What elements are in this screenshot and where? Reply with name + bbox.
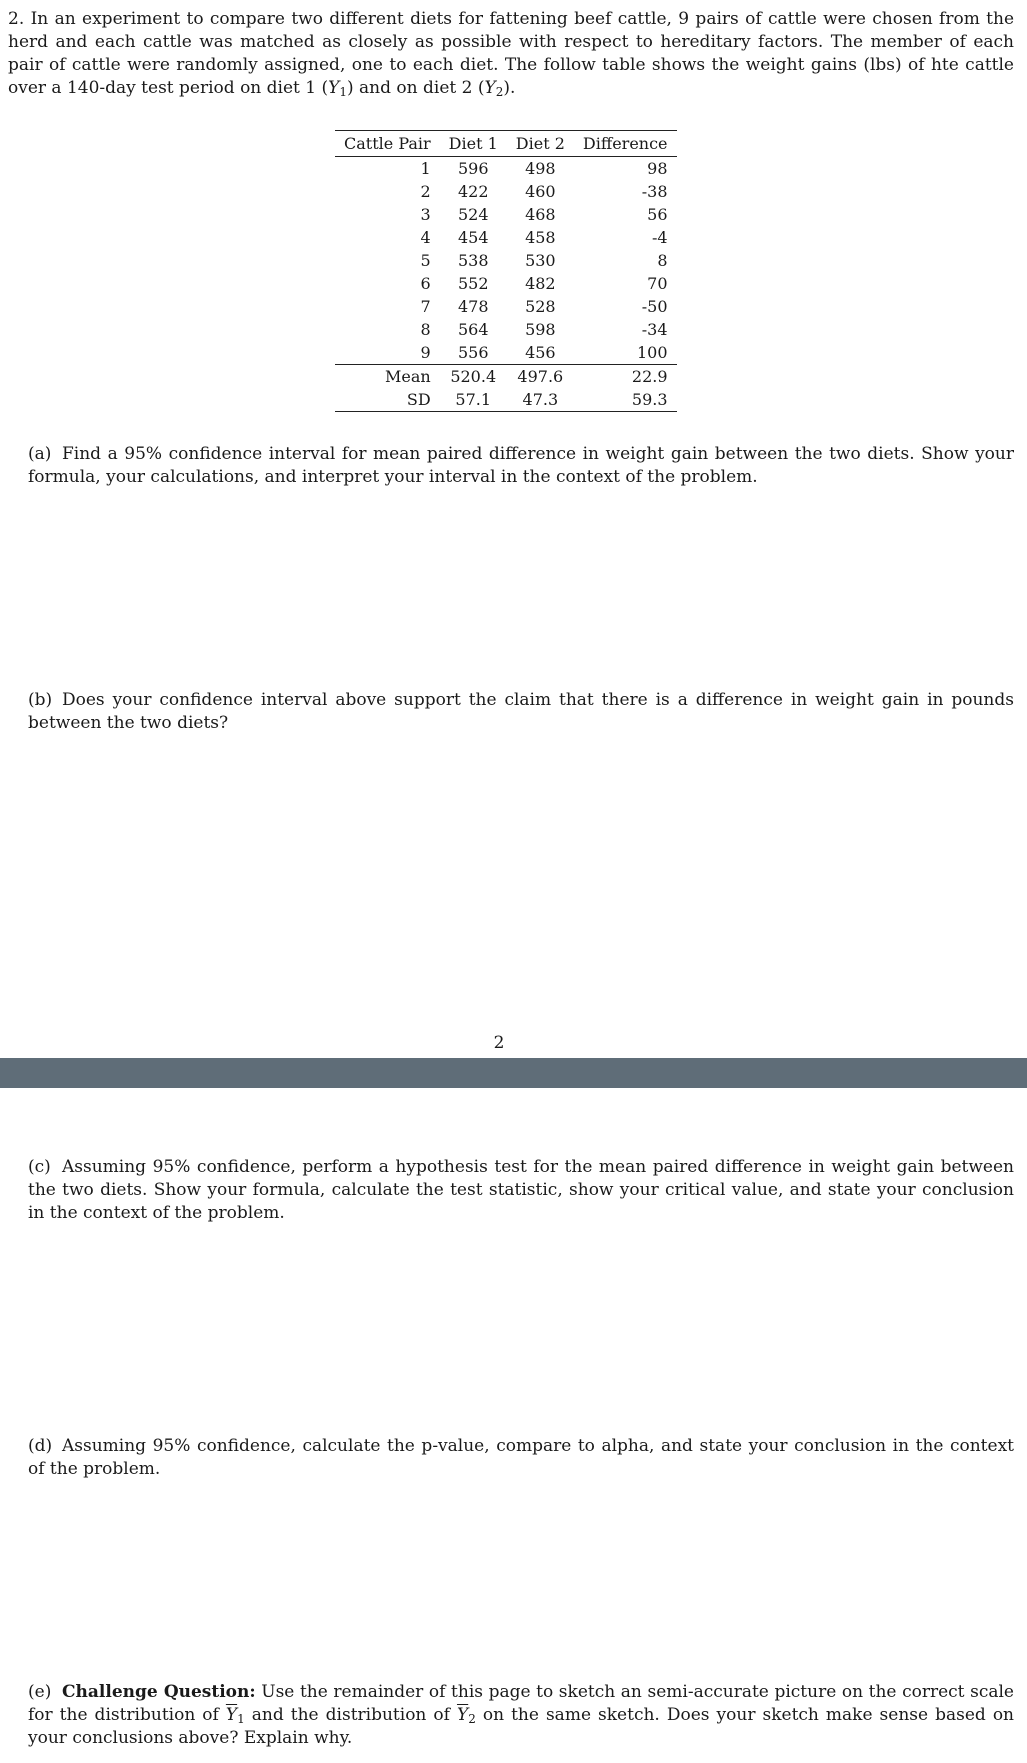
cell-diet-2: 530 — [525, 251, 556, 270]
table-row — [335, 249, 677, 272]
cell-diet-1: 538 — [457, 251, 489, 270]
var-y2: Y — [484, 78, 496, 98]
header-diet-2: Diet 2 — [507, 131, 574, 157]
cell-difference: 100 — [636, 343, 668, 362]
cell-difference: -34 — [641, 320, 668, 339]
table-row — [335, 295, 677, 318]
cell-diet-2: 468 — [525, 205, 556, 224]
weight-gain-table — [335, 130, 677, 412]
cell-difference: 8 — [657, 251, 668, 270]
question-a — [28, 443, 1014, 489]
header-difference: Difference — [574, 131, 677, 157]
cell-difference: -50 — [641, 297, 668, 316]
var-ybar2: $\overline{Y}$ — [456, 1705, 469, 1725]
cell-diet-1: 524 — [457, 205, 489, 224]
page-divider — [0, 1058, 1027, 1088]
cell-diet-2: 482 — [525, 274, 556, 293]
question-a-text: Find a 95% confidence interval for mean paired difference in weight gain between the two diets. Show your formula, your calculations, and interpret your interval in the context of the problem. — [28, 444, 1014, 487]
cell-diet-1: 520.4 — [440, 365, 507, 389]
cell-pair: 5 — [420, 251, 431, 270]
table-row — [335, 318, 677, 341]
question-e — [28, 1681, 1014, 1750]
header-cattle-pair: Cattle Pair — [335, 131, 440, 157]
cell-difference: 59.3 — [574, 388, 677, 412]
cell-pair: 8 — [420, 320, 431, 339]
table-row — [335, 272, 677, 295]
table-summary-row-mean — [335, 365, 677, 389]
question-e-bold-lead: Challenge Question: — [62, 1682, 256, 1702]
cell-pair: 1 — [420, 159, 431, 178]
question-d-text: Assuming 95% confidence, calculate the p-value, compare to alpha, and state your conclusion in the context of the problem. — [28, 1436, 1014, 1479]
question-c — [28, 1156, 1014, 1225]
var-ybar1: $\overline{Y}$ — [225, 1705, 238, 1725]
table-header-row — [335, 131, 677, 157]
question-b-text: Does your confidence interval above support the claim that there is a difference in weight gain in pounds between the two diets? — [28, 690, 1014, 733]
cell-diet-1: 596 — [457, 159, 489, 178]
cell-diet-1: 57.1 — [440, 388, 507, 412]
cell-diet-1: 422 — [457, 182, 489, 201]
cell-pair: 4 — [420, 228, 431, 247]
cell-difference: -4 — [651, 228, 668, 247]
var-ybar2-sub: 2 — [468, 1712, 476, 1726]
header-diet-1: Diet 1 — [440, 131, 507, 157]
question-b-label: (b) — [28, 690, 53, 710]
question-e-text-1: Use the remainder of this page to sketch an semi-accurate picture on the correct scale for the distribution of — [28, 1682, 1014, 1725]
var-y2-sub: 2 — [495, 85, 504, 99]
cell-diet-2: 460 — [525, 182, 556, 201]
table-summary-row-sd — [335, 388, 677, 412]
cell-diet-1: 564 — [457, 320, 489, 339]
question-e-text-2: and the distribution of — [244, 1705, 457, 1725]
cell-summary-label: SD — [335, 388, 440, 412]
cell-difference: -38 — [641, 182, 668, 201]
cell-pair: 9 — [420, 343, 431, 362]
question-b — [28, 689, 1014, 735]
cell-pair: 3 — [420, 205, 431, 224]
question-e-text-3: on the same sketch. Does your sketch make sense based on your conclusions above? Explain why. — [28, 1705, 1014, 1748]
cell-diet-2: 598 — [525, 320, 556, 339]
table-row — [335, 180, 677, 203]
problem-number: 2. — [8, 9, 25, 29]
question-e-label: (e) — [28, 1682, 52, 1702]
problem-intro — [8, 8, 1014, 100]
question-a-label: (a) — [28, 444, 52, 464]
question-d-label: (d) — [28, 1436, 53, 1456]
cell-difference: 98 — [647, 159, 668, 178]
cell-diet-2: 458 — [525, 228, 556, 247]
table-row — [335, 203, 677, 226]
cell-diet-1: 478 — [457, 297, 489, 316]
intro-text-2: ) and on diet 2 ( — [347, 78, 485, 98]
cell-pair: 2 — [420, 182, 431, 201]
page-number: 2 — [493, 1033, 505, 1053]
cell-difference: 56 — [647, 205, 668, 224]
table-row — [335, 226, 677, 249]
question-c-label: (c) — [28, 1157, 51, 1177]
var-y1-sub: 1 — [339, 85, 347, 99]
table-row — [335, 157, 677, 181]
var-y1: Y — [328, 78, 340, 98]
cell-pair: 7 — [420, 297, 431, 316]
cell-diet-2: 47.3 — [507, 388, 574, 412]
cell-diet-2: 456 — [525, 343, 556, 362]
cell-diet-1: 556 — [457, 343, 489, 362]
cell-pair: 6 — [420, 274, 431, 293]
var-ybar1-sub: 1 — [237, 1712, 245, 1726]
intro-text-1: In an experiment to compare two different diets for fattening beef cattle, 9 pairs of cattle were chosen from the herd and each cattle was matched as closely as possible with respect to hereditary factors. The member of each pair of cattle were randomly assigned, one to each diet. The follow table shows the weight gains (lbs) of hte cattle over a 140-day test period on diet 1 ( — [8, 9, 1015, 98]
cell-diet-2: 528 — [525, 297, 556, 316]
cell-diet-1: 454 — [457, 228, 489, 247]
intro-text-3: ). — [503, 78, 516, 98]
cell-summary-label: Mean — [335, 365, 440, 389]
table-row — [335, 341, 677, 365]
cell-diet-2: 497.6 — [507, 365, 574, 389]
question-c-text: Assuming 95% confidence, perform a hypothesis test for the mean paired difference in weight gain between the two diets. Show your formula, calculate the test statistic, show your critical value, and state your conclusion in the context of the problem. — [28, 1157, 1014, 1223]
cell-diet-2: 498 — [525, 159, 556, 178]
cell-diet-1: 552 — [457, 274, 489, 293]
cell-difference: 70 — [647, 274, 668, 293]
question-d — [28, 1435, 1014, 1481]
cell-difference: 22.9 — [574, 365, 677, 389]
